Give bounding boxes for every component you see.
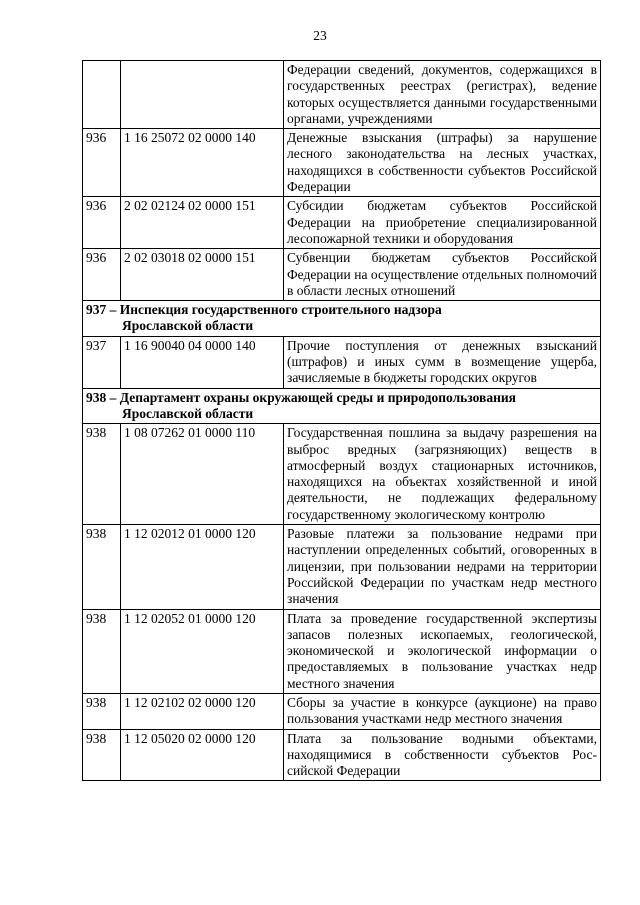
revenue-codes-table bbox=[82, 60, 601, 781]
table-row bbox=[83, 197, 601, 249]
budget-classification-code-cell: 2 02 02124 02 0000 151 bbox=[121, 197, 284, 249]
section-title-continuation: Ярославской области bbox=[122, 405, 254, 421]
page-number: 23 bbox=[313, 28, 327, 43]
budget-classification-code-cell: 1 16 90040 04 0000 140 bbox=[121, 336, 284, 388]
budget-classification-code-cell: 2 02 03018 02 0000 151 bbox=[121, 249, 284, 301]
budget-classification-code-cell: 1 16 25072 02 0000 140 bbox=[121, 129, 284, 197]
section-header-row bbox=[83, 388, 601, 424]
budget-classification-code-cell: 1 12 05020 02 0000 120 bbox=[121, 729, 284, 781]
table-row bbox=[83, 609, 601, 693]
revenue-description-cell: Плата за проведение государственной экспертизы запасов полезных ископаемых, геологической, экономической и экологической информации о предоставляемых в пользование участках недр местного значения bbox=[284, 609, 601, 693]
table-row bbox=[83, 336, 601, 388]
table-row bbox=[83, 129, 601, 197]
revenue-description-cell: Субвенции бюджетам субъектов Российской Федерации на осуществление отдельных полномочий в области лесных отношений bbox=[284, 249, 601, 301]
admin-code-cell: 938 bbox=[83, 424, 121, 525]
admin-code-cell: 938 bbox=[83, 609, 121, 693]
budget-classification-code-cell: 1 12 02052 01 0000 120 bbox=[121, 609, 284, 693]
section-header-row bbox=[83, 301, 601, 337]
admin-code-cell: 938 bbox=[83, 729, 121, 781]
revenue-description-cell: Государственная пошлина за выдачу разрешения на выброс вредных (загрязняющих) веществ в атмосферный воздух стационарных источников, находящихся на объектах хозяйственной и иной деятельности, не подлежащих федеральному государственному экологическому контролю bbox=[284, 424, 601, 525]
revenue-description-cell: Денежные взыскания (штрафы) за нарушение лесного законодательства на лесных участках, находящихся в собственности субъектов Российской Федерации bbox=[284, 129, 601, 197]
table-row bbox=[83, 525, 601, 609]
admin-code-cell: 936 bbox=[83, 197, 121, 249]
revenue-description-cell: Субсидии бюджетам субъектов Российской Федерации на приобретение специализированной лесопожарной техники и оборудования bbox=[284, 197, 601, 249]
admin-code-cell bbox=[83, 61, 121, 129]
section-title-continuation: Ярославской области bbox=[122, 318, 254, 334]
admin-code-cell: 938 bbox=[83, 693, 121, 729]
admin-code-cell: 937 bbox=[83, 336, 121, 388]
section-title-line: 937 – Инспекция государственного строительного надзора bbox=[86, 302, 442, 318]
admin-code-cell: 936 bbox=[83, 249, 121, 301]
budget-classification-code-cell bbox=[121, 61, 284, 129]
section-title-line: 938 – Департамент охраны окружающей среды и природопользования bbox=[86, 389, 516, 405]
section-header-cell bbox=[83, 388, 601, 424]
table-row bbox=[83, 729, 601, 781]
revenue-description-cell: Сборы за участие в конкурсе (аукционе) на право пользования участками недр местного значения bbox=[284, 693, 601, 729]
table-row bbox=[83, 61, 601, 129]
admin-code-cell: 938 bbox=[83, 525, 121, 609]
revenue-description-cell: Прочие поступления от денежных взысканий (штрафов) и иных сумм в возмещение ущерба, зачисляемые в бюджеты городских округов bbox=[284, 336, 601, 388]
budget-classification-code-cell: 1 12 02102 02 0000 120 bbox=[121, 693, 284, 729]
section-header-cell bbox=[83, 301, 601, 337]
revenue-description-cell: Плата за пользование водными объектами, находящимися в собственности субъектов Российской Федерации bbox=[284, 729, 601, 781]
revenue-description-cell: Федерации сведений, документов, содержащихся в государственных реестрах (регистрах), ведение которых осуществляется данными государственными органами, учреждениями bbox=[284, 61, 601, 129]
table-row bbox=[83, 249, 601, 301]
revenue-description-cell: Разовые платежи за пользование недрами при наступлении определенных событий, оговоренных в лицензии, при пользовании недрами на территории Российской Федерации по участкам недр местного значения bbox=[284, 525, 601, 609]
table-row bbox=[83, 424, 601, 525]
admin-code-cell: 936 bbox=[83, 129, 121, 197]
budget-classification-code-cell: 1 12 02012 01 0000 120 bbox=[121, 525, 284, 609]
table-row bbox=[83, 693, 601, 729]
budget-classification-code-cell: 1 08 07262 01 0000 110 bbox=[121, 424, 284, 525]
